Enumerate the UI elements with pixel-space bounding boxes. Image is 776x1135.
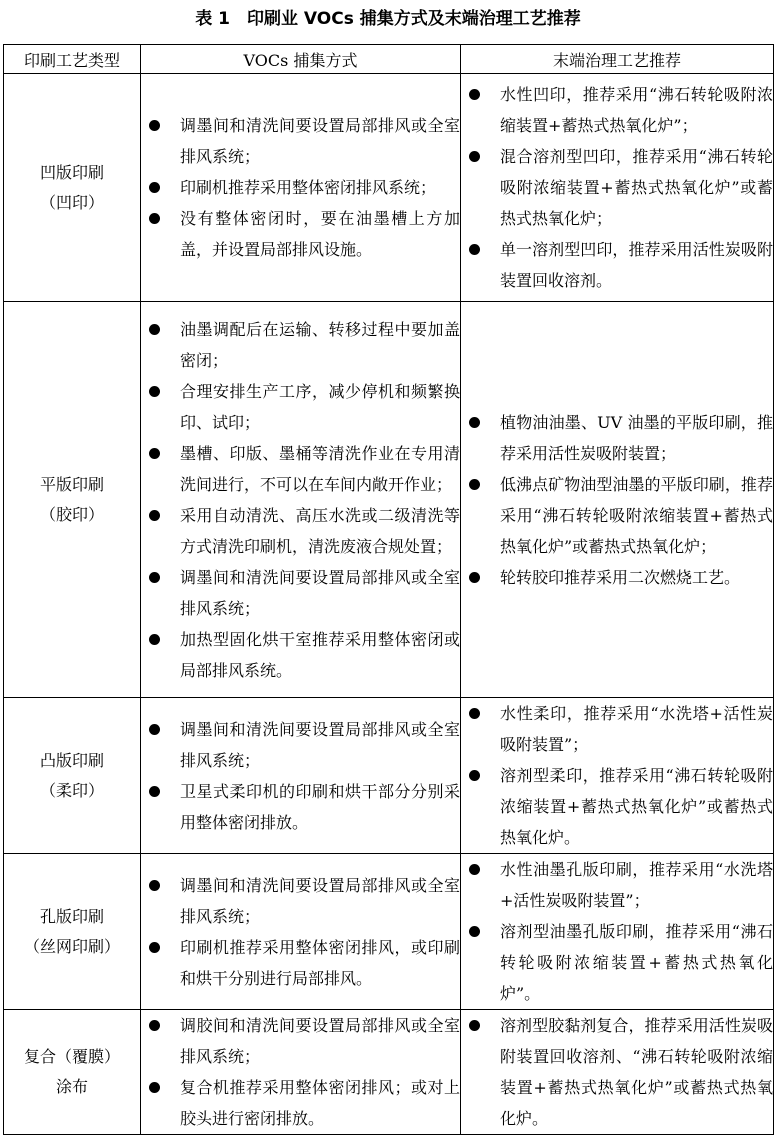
bullet-icon [149, 724, 160, 735]
process-type-cell [4, 854, 141, 1010]
bullet-icon [469, 708, 480, 719]
item-text: 调胶间和清洗间要设置局部排风或全室排风系统； [180, 1016, 460, 1066]
item-text: 水性凹印，推荐采用“沸石转轮吸附浓缩装置+蓄热式热氧化炉”； [500, 85, 773, 135]
item-text: 复合机推荐采用整体密闭排风；或对上胶头进行密闭排放。 [180, 1078, 460, 1128]
table-title: 表 1 印刷业 VOCs 捕集方式及末端治理工艺推荐 [195, 9, 581, 29]
bullet-icon [149, 1082, 160, 1093]
table-row [4, 698, 774, 854]
item-text: 墨槽、印版、墨桶等清洗作业在专用清洗间进行，不可以在车间内敞开作业； [180, 443, 460, 494]
process-type-label: （胶印） [39, 504, 104, 524]
process-type-label: 涂布 [55, 1077, 88, 1096]
capture-method-cell [141, 302, 461, 698]
capture-item [141, 500, 460, 562]
item-text: 加热型固化烘干室推荐采用整体密闭或局部排风系统。 [180, 629, 460, 680]
bullet-list [461, 854, 773, 1009]
item-text: 调墨间和清洗间要设置局部排风或全室排风系统； [180, 875, 460, 926]
treatment-cell [461, 698, 774, 854]
treatment-cell [461, 1010, 774, 1135]
table-row [4, 74, 774, 302]
bullet-icon [149, 448, 160, 459]
treatment-item [461, 698, 773, 760]
bullet-list [461, 1010, 773, 1134]
capture-item [141, 1072, 460, 1134]
capture-item [141, 203, 460, 265]
table-row [4, 854, 774, 1010]
treatment-item [461, 79, 773, 141]
item-text: 没有整体密闭时，要在油墨槽上方加盖，并设置局部排风设施。 [180, 209, 460, 259]
process-type-label: 凹版印刷 [39, 162, 104, 182]
bullet-icon [149, 324, 160, 335]
capture-item [141, 110, 460, 172]
item-text: 混合溶剂型凹印，推荐采用“沸石转轮吸附浓缩装置+蓄热式热氧化炉”或蓄热式热氧化炉； [500, 147, 773, 228]
bullet-icon [149, 213, 160, 224]
capture-method-cell [141, 698, 461, 854]
header-process-type: 印刷工艺类型 [4, 45, 141, 74]
capture-item [141, 314, 460, 376]
capture-item [141, 932, 460, 994]
treatment-item [461, 234, 773, 296]
item-text: 调墨间和清洗间要设置局部排风或全室排风系统； [180, 567, 460, 618]
capture-item [141, 870, 460, 932]
item-text: 溶剂型油墨孔版印刷，推荐采用“沸石转轮吸附浓缩装置+蓄热式热氧化炉”。 [500, 922, 773, 1003]
capture-method-cell [141, 1010, 461, 1135]
bullet-icon [149, 120, 160, 131]
item-text: 低沸点矿物油型油墨的平版印刷，推荐采用“沸石转轮吸附浓缩装置+蓄热式热氧化炉”或蓄热式热氧化炉； [500, 474, 773, 556]
item-text: 水性柔印，推荐采用“水洗塔+活性炭吸附装置”； [500, 704, 773, 754]
bullet-list [141, 1010, 460, 1134]
process-type-label: （凹印） [39, 192, 104, 212]
process-type-cell [4, 698, 141, 854]
treatment-item [461, 916, 773, 1009]
bullet-icon [469, 926, 480, 937]
bullet-icon [149, 786, 160, 797]
bullet-list [141, 714, 460, 838]
bullet-icon [469, 244, 480, 255]
process-type-label: 平版印刷 [39, 474, 104, 494]
bullet-icon [469, 864, 480, 875]
capture-item [141, 624, 460, 686]
capture-item [141, 562, 460, 624]
treatment-cell [461, 854, 774, 1010]
header-row [4, 45, 774, 74]
header-capture-method: VOCs 捕集方式 [141, 45, 461, 74]
bullet-icon [469, 1020, 480, 1031]
bullet-icon [469, 770, 480, 781]
bullet-icon [469, 89, 480, 100]
item-text: 单一溶剂型凹印，推荐采用活性炭吸附装置回收溶剂。 [500, 240, 773, 290]
process-type-label: 复合（覆膜） [23, 1047, 120, 1066]
table-row [4, 1010, 774, 1135]
treatment-item [461, 760, 773, 853]
treatment-item [461, 407, 773, 469]
bullet-icon [469, 151, 480, 162]
treatment-item [461, 562, 773, 593]
bullet-list [461, 79, 773, 296]
capture-item [141, 438, 460, 500]
treatment-item [461, 141, 773, 234]
item-text: 植物油油墨、UV 油墨的平版印刷，推荐采用活性炭吸附装置； [500, 412, 773, 463]
process-type-label: 孔版印刷 [39, 906, 104, 926]
bullet-list [141, 314, 460, 686]
item-text: 卫星式柔印机的印刷和烘干部分分别采用整体密闭排放。 [180, 781, 460, 832]
item-text: 水性油墨孔版印刷，推荐采用“水洗塔+活性炭吸附装置”； [500, 860, 773, 910]
item-text: 溶剂型柔印，推荐采用“沸石转轮吸附浓缩装置+蓄热式热氧化炉”或蓄热式热氧化炉。 [500, 766, 773, 847]
capture-item [141, 714, 460, 776]
treatment-item [461, 469, 773, 562]
bullet-icon [149, 182, 160, 193]
bullet-list [141, 870, 460, 994]
process-type-label: （丝网印刷） [23, 936, 120, 956]
table-row [4, 302, 774, 698]
process-type-cell [4, 74, 141, 302]
bullet-icon [149, 510, 160, 521]
treatment-cell [461, 74, 774, 302]
bullet-icon [149, 572, 160, 583]
bullet-icon [149, 634, 160, 645]
item-text: 采用自动清洗、高压水洗或二级清洗等方式清洗印刷机，清洗废液合规处置； [180, 505, 460, 556]
treatment-cell [461, 302, 774, 698]
capture-item [141, 776, 460, 838]
process-type-label: 凸版印刷 [39, 750, 104, 770]
capture-method-cell [141, 74, 461, 302]
item-text: 溶剂型胶黏剂复合，推荐采用活性炭吸附装置回收溶剂、“沸石转轮吸附浓缩装置+蓄热式热氧化炉”或蓄热式热氧化炉。 [500, 1016, 773, 1128]
capture-item [141, 376, 460, 438]
bullet-icon [149, 1020, 160, 1031]
bullet-icon [149, 386, 160, 397]
bullet-icon [469, 572, 480, 583]
bullet-list [141, 110, 460, 265]
treatment-item [461, 854, 773, 916]
process-type-cell [4, 302, 141, 698]
bullet-list [461, 407, 773, 593]
capture-item [141, 1010, 460, 1072]
capture-item [141, 172, 460, 203]
item-text: 油墨调配后在运输、转移过程中要加盖密闭； [180, 319, 460, 370]
item-text: 轮转胶印推荐采用二次燃烧工艺。 [500, 567, 741, 587]
item-text: 调墨间和清洗间要设置局部排风或全室排风系统； [180, 116, 460, 166]
process-type-cell [4, 1010, 141, 1135]
header-treatment: 末端治理工艺推荐 [461, 45, 774, 74]
item-text: 合理安排生产工序，减少停机和频繁换印、试印； [180, 381, 460, 432]
bullet-icon [149, 942, 160, 953]
treatment-item [461, 1010, 773, 1134]
item-text: 印刷机推荐采用整体密闭排风系统； [180, 178, 437, 197]
bullet-icon [469, 479, 480, 490]
item-text: 调墨间和清洗间要设置局部排风或全室排风系统； [180, 719, 460, 770]
bullet-icon [149, 880, 160, 891]
capture-method-cell [141, 854, 461, 1010]
process-type-label: （柔印） [39, 780, 104, 800]
item-text: 印刷机推荐采用整体密闭排风，或印刷和烘干分别进行局部排风。 [180, 937, 460, 988]
bullet-list [461, 698, 773, 853]
bullet-icon [469, 417, 480, 428]
voc-table [3, 44, 774, 1135]
